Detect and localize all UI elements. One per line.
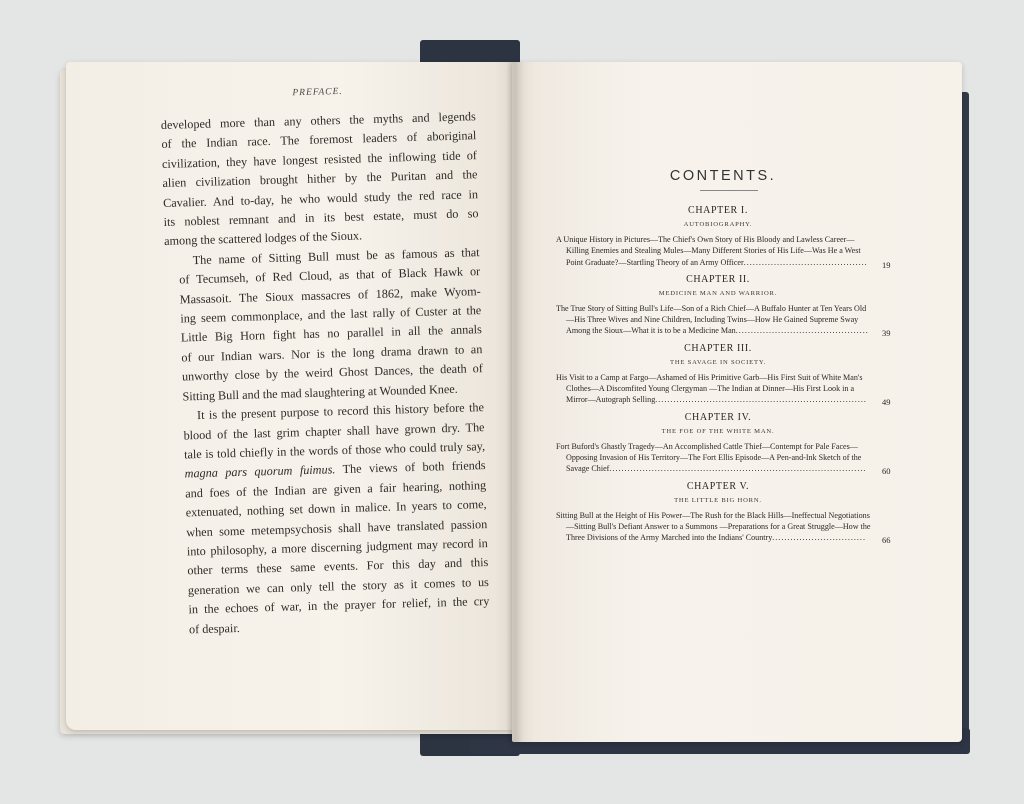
- text-line: generation we can only tell the story as it comes to us: [187, 574, 489, 598]
- chapter-summary-text: The True Story of Sitting Bull's Life—Son of a Rich Chief—A Buffalo Hunter at Ten Years Old—His Three Wives and Nine Children, Including Twins—How He Gained Supreme Sway Among the Sioux—What it is to be a Medicine Man: [556, 303, 867, 336]
- text-line: Massasoit. The Sioux massacres of 1862, make Wyom-: [179, 283, 481, 307]
- title-rule: [700, 190, 758, 191]
- leader-dots: .........................................: [743, 257, 868, 267]
- preface-text-block: [160, 83, 490, 640]
- chapter-entry: [556, 343, 880, 406]
- chapter-subtitle: THE LITTLE BIG HORN.: [674, 496, 762, 504]
- contents-block: [556, 168, 880, 549]
- preface-paragraph: [164, 243, 483, 407]
- text-line: developed more than any others the myths and legends: [160, 109, 476, 132]
- text-line: its noblest remnant and in its best estate, must do so: [163, 206, 479, 229]
- chapter-entry: [556, 481, 880, 544]
- text-line: extenuated, nothing set down in malice. In years to come,: [185, 497, 487, 520]
- chapter-heading: CHAPTER V.: [686, 480, 750, 492]
- chapter-summary-text: Fort Buford's Ghastly Tragedy—An Accomplished Cattle Thief—Contempt for Pale Faces—Opposing Invasion of His Territory—The Fort Ellis Episode—A Pen-and-Ink Sketch of the Savage Chief: [556, 441, 862, 474]
- chapter-heading: CHAPTER III.: [684, 342, 752, 354]
- text-line: into philosophy, a more discerning judgment may record in: [186, 535, 488, 559]
- chapter-summary-text: Sitting Bull at the Height of His Power—The Rush for the Black Hills—Ineffectual Negotiations—Sitting Bull's Defiant Answer to a Summons —Preparations for a Great Struggle—How the Three Divisions of the Army Marched into the Indians' Country: [556, 510, 871, 543]
- leader-dots: ......................................................................: [655, 395, 867, 405]
- text-line: when some metempsychosis shall have translated passion: [186, 516, 488, 539]
- chapter-heading: CHAPTER II.: [686, 273, 750, 285]
- text-line: ing seem commonplace, and the last rally of Custer at the: [180, 303, 482, 326]
- chapter-summary: [556, 510, 880, 544]
- contents-title: CONTENTS.: [669, 168, 777, 184]
- text-line: It is the present purpose to record this history before the: [196, 400, 485, 423]
- text-line: magna pars quorum fuimus. The views of both friends: [184, 458, 486, 481]
- chapter-subtitle: MEDICINE MAN AND WARRIOR.: [658, 289, 778, 297]
- chapter-subtitle: THE SAVAGE IN SOCIETY.: [670, 358, 766, 366]
- chapter-heading: CHAPTER IV.: [684, 411, 752, 423]
- chapter-summary-text: His Visit to a Camp at Fargo—Ashamed of His Primitive Garb—His First Suit of White Man's Clothes—A Discomfited Young Clergyman —The Indian at Dinner—His First Look in a Mirror—Autograph Selling: [556, 372, 863, 405]
- chapter-list: [556, 205, 880, 543]
- latin-phrase: magna pars quorum fuimus.: [184, 462, 336, 481]
- book-gutter: [506, 62, 524, 742]
- text-line: other terms these same events. For this day and this: [187, 555, 489, 578]
- text-line: of our Indian wars. Nor is the long drama drawn to an: [181, 341, 483, 365]
- chapter-summary: [556, 234, 880, 268]
- text-line: unworthy close by the weird Ghost Dances, the death of: [181, 361, 484, 384]
- preface-paragraph: [169, 398, 490, 640]
- text-line: civilization, they have longest resisted the inflowing tide of: [161, 147, 478, 171]
- preface-paragraph: [161, 107, 480, 252]
- text-line: in the echoes of war, in the prayer for relief, in the cry: [188, 594, 490, 617]
- chapter-subtitle: THE FOE OF THE WHITE MAN.: [661, 427, 775, 435]
- chapter-summary-text: A Unique History in Pictures—The Chief's Own Story of His Bloody and Lawless Career—Killing Enemies and Stealing Mules—Many Different Stories of His Life—Was He a West Point Graduate?—Startling Theory of an Army Officer: [556, 235, 861, 267]
- chapter-entry: [556, 412, 880, 475]
- chapter-entry: [556, 274, 880, 337]
- chapter-heading: CHAPTER I.: [688, 205, 748, 216]
- text-line: blood of the last grim chapter shall have grown dry. The: [183, 419, 485, 442]
- leader-dots: ............................................: [735, 326, 869, 336]
- text-line: of Tecumseh, of Red Cloud, as that of Black Hawk or: [179, 264, 481, 287]
- text-line: alien civilization brought hither by the Puritan and the: [162, 167, 478, 191]
- chapter-summary: [556, 441, 880, 475]
- text-line: Cavalier. And to-day, he who would study the red race in: [162, 186, 479, 210]
- chapter-summary: [556, 372, 880, 406]
- leader-dots: ...............................: [772, 533, 866, 543]
- text-line: tale is told chiefly in the words of those who could truly say,: [183, 438, 486, 462]
- text-line: of the Indian race. The foremost leaders of aboriginal: [161, 128, 477, 152]
- chapter-entry: [556, 205, 880, 268]
- text-line: and foes of the Indian are given a fair hearing, nothing: [185, 477, 487, 501]
- text-line: The name of Sitting Bull must be as famous as that: [192, 244, 480, 267]
- text-line: Sitting Bull and the mad slaughtering at Wounded Knee.: [182, 381, 458, 404]
- preface-paragraphs: [161, 107, 491, 640]
- text-line: of despair.: [188, 620, 240, 636]
- chapter-subtitle: AUTOBIOGRAPHY.: [683, 221, 753, 228]
- leader-dots: .....................................................................................: [609, 464, 867, 474]
- chapter-summary: [556, 303, 880, 337]
- text-line: Little Big Horn fight has no parallel in all the annals: [180, 322, 482, 345]
- text-line: among the scattered lodges of the Sioux.: [163, 228, 363, 249]
- running-header: PREFACE.: [292, 86, 343, 99]
